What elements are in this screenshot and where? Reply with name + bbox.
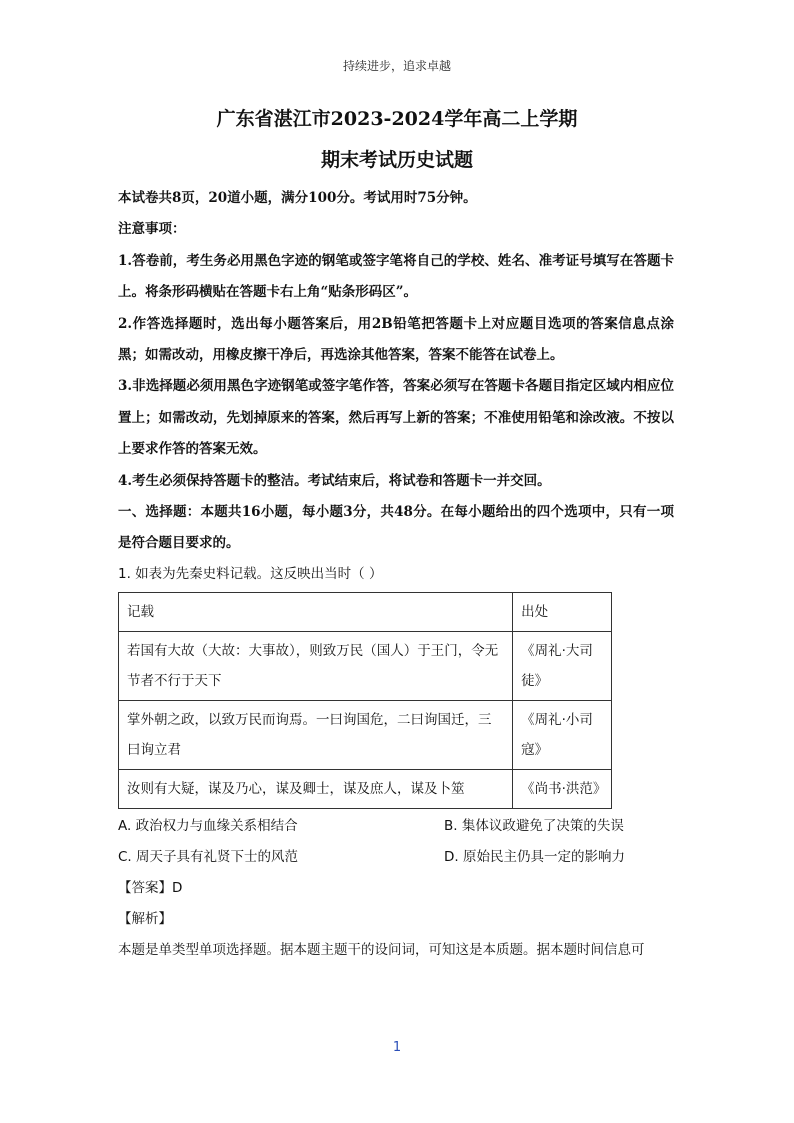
note-item: 4.考生必须保持答题卡的整洁。考试结束后，将试卷和答题卡一并交回。 [118, 472, 551, 489]
analysis-text: 本题是单类型单项选择题。据本题主题干的设问词，可知这是本质题。据本题时间信息可 [118, 941, 645, 958]
section-heading: 一、选择题：本题共16小题，每小题3分，共48分。在每小题给出的四个选项中，只有一项是符合题目要求的。 [118, 504, 674, 552]
option-c: C. 周天子具有礼贤下士的风范 [118, 848, 299, 865]
table-cell: 汝则有大疑，谋及乃心，谋及卿士，谋及庶人，谋及卜筮 [119, 769, 513, 808]
page-header: 持续进步，追求卓越 [342, 59, 451, 73]
table-cell: 《尚书·洪范》 [513, 769, 612, 808]
table-row [119, 631, 612, 700]
document-body [118, 183, 674, 966]
page-number: 1 [392, 1040, 402, 1055]
exam-title-line1: 广东省湛江市2023-2024学年高二上学期 [216, 108, 578, 130]
table-cell: 掌外朝之政，以致万民而询焉。一曰询国危，二曰询国迁，三曰询立君 [119, 700, 513, 769]
table-header-row [119, 592, 612, 631]
option-d: D. 原始民主仍具一定的影响力 [444, 848, 625, 865]
table-row [119, 769, 612, 808]
intro-text: 本试卷共8页，20道小题，满分100分。考试用时75分钟。 [118, 190, 477, 206]
option-b: B. 集体议政避免了决策的失误 [444, 817, 624, 834]
notes-label: 注意事项： [118, 221, 186, 238]
table-row [119, 700, 612, 769]
question-stem: 1. 如表为先秦史料记载。这反映出当时（ ） [118, 565, 383, 582]
table-cell: 若国有大故（大故：大事故），则致万民（国人）于王门，令无节者不行于天下 [119, 631, 513, 700]
answer-line: 【答案】D [118, 879, 183, 896]
option-row [118, 811, 674, 842]
table-header-cell: 记载 [119, 592, 513, 631]
table-cell: 《周礼·大司徒》 [513, 631, 612, 700]
answer-options [118, 811, 674, 873]
note-item: 1.答卷前，考生务必用黑色字迹的钢笔或签字笔将自己的学校、姓名、准考证号填写在答题卡上。将条形码横贴在答题卡右上角“贴条形码区”。 [118, 252, 674, 301]
table-cell: 《周礼·小司寇》 [513, 700, 612, 769]
table-header-cell: 出处 [513, 592, 612, 631]
source-table [118, 592, 612, 809]
option-row [118, 842, 674, 873]
option-a: A. 政治权力与血缘关系相结合 [118, 817, 298, 834]
analysis-label: 【解析】 [118, 910, 172, 927]
note-item: 2.作答选择题时，选出每小题答案后，用2B铅笔把答题卡上对应题目选项的答案信息点涂黑；如需改动，用橡皮擦干净后，再选涂其他答案，答案不能答在试卷上。 [118, 315, 674, 364]
note-item: 3.非选择题必须用黑色字迹钢笔或签字笔作答，答案必须写在答题卡各题目指定区域内相应位置上；如需改动，先划掉原来的答案，然后再写上新的答案；不准使用铅笔和涂改液。不按以上要求作答的答案无效。 [118, 378, 674, 458]
exam-title-line2: 期末考试历史试题 [320, 149, 473, 171]
